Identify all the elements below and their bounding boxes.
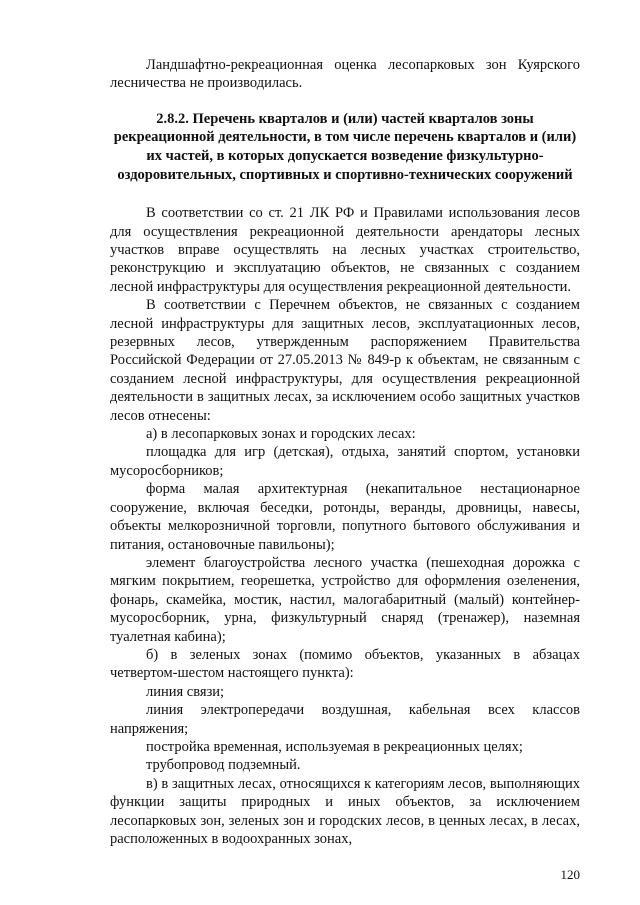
paragraph-communication-line: линия связи;: [146, 683, 225, 700]
document-page: [110, 56, 580, 848]
paragraph-item-a: а) в лесопарковых зонах и городских лесах:: [146, 426, 416, 443]
paragraph-item-v: в) в защитных лесах, относящихся к категориям лесов, выполняющих функции защиты природных и иных объектов, за исключением лесопарковых зон, зеленых зон и городских лесов, в ценных лесах, в лесах, расположенных в водоохранных зонах,: [110, 775, 580, 847]
section-heading: 2.8.2. Перечень кварталов и (или) частей кварталов зоны рекреационной деятельности, в том числе перечень кварталов и (или) их частей, в которых допускается возведение физкультурно-оздоровительных, спортивных и спортивно-технических сооружений: [113, 110, 577, 183]
page-number: 120: [560, 867, 580, 882]
paragraph-pipeline: трубопровод подземный.: [146, 757, 301, 774]
intro-paragraph: Ландшафтно-рекреационная оценка лесопарковых зон Куярского лесничества не производилась.: [110, 57, 580, 92]
paragraph-landscaping-element: элемент благоустройства лесного участка (пешеходная дорожка с мягким покрытием, георешетка, устройство для оформления озеленения, фонарь, скамейка, мостик, настил, малогабаритный (малый) контейнер-мусоросборник, урна, физкультурный снаряд (тренажер), наземная туалетная кабина);: [110, 554, 580, 645]
paragraph-objects-list-intro: В соответствии с Перечнем объектов, не связанных с созданием лесной инфраструктуры для защитных лесов, эксплуатационных лесов, резервных лесов, утвержденным распоряжением Правительства Российской Федерации от 27.05.2013 № 849-р к объектам, не связанным с созданием лесной инфраструктуры, для осуществления рекреационной деятельности в защитных лесах, за исключением особо защитных участков лесов отнесены:: [110, 297, 580, 424]
paragraph-item-b: б) в зеленых зонах (помимо объектов, указанных в абзацах четвертом-шестом настоящего пункта):: [110, 646, 580, 682]
paragraph-articles-reference: В соответствии со ст. 21 ЛК РФ и Правилами использования лесов для осуществления рекреационной деятельности арендаторы лесных участков вправе осуществлять на лесных участках строительство, реконструкцию и эксплуатацию объектов, не связанных с созданием лесной инфраструктуры для осуществления рекреационной деятельности.: [110, 205, 580, 295]
paragraph-temporary-building: постройка временная, используемая в рекреационных целях;: [146, 738, 523, 755]
paragraph-playground: площадка для игр (детская), отдыха, занятий спортом, установки мусоросборников;: [110, 444, 580, 479]
paragraph-power-line: линия электропередачи воздушная, кабельная всех классов напряжения;: [110, 702, 580, 737]
paragraph-small-architecture: форма малая архитектурная (некапитальное нестационарное сооружение, включая беседки, ротонды, веранды, дровницы, навесы, объекты мелкорозничной торговли, попутного бытового обслуживания и питания, остановочные павильоны);: [110, 481, 580, 553]
